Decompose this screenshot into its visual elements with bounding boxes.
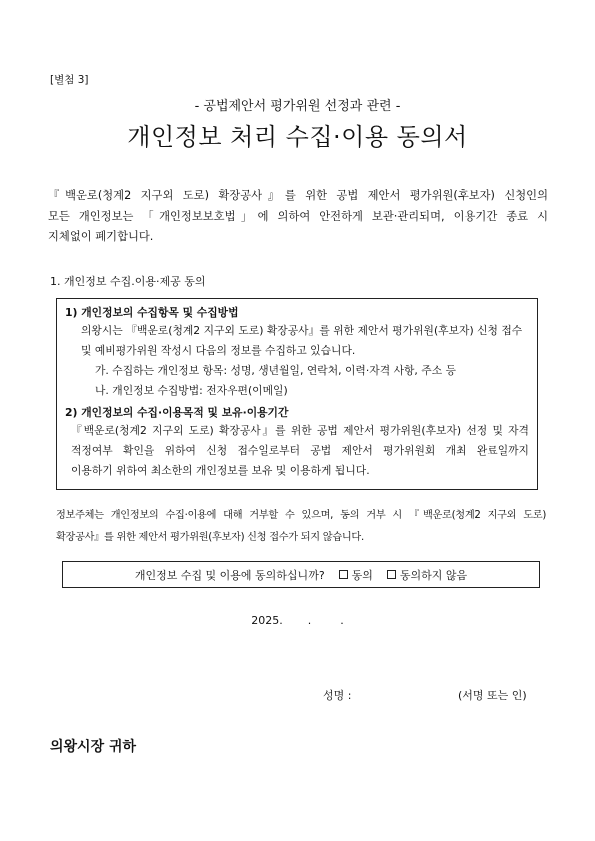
signature-label: 성명 :: [323, 689, 352, 702]
disagree-label: 동의하지 않음: [399, 568, 468, 582]
item1-line: 의왕시는 『백운로(청계2 지구외 도로) 확장공사』를 위한 제안서 평가위원(후보자) 신청 접수: [81, 324, 523, 337]
section1-heading: 1. 개인정보 수집.이용·제공 동의: [50, 275, 206, 288]
attachment-label: [별첨 3]: [50, 74, 89, 86]
item2-heading: 2) 개인정보의 수집·이용목적 및 보유·이용기간: [65, 406, 289, 419]
notice-line: 확장공사』를 위한 제안서 평가위원(후보자) 신청 접수가 되지 않습니다.: [56, 532, 364, 543]
item1-heading: 1) 개인정보의 수집항목 및 수집방법: [65, 306, 239, 319]
date-month-separator: .: [307, 614, 312, 627]
agree-label: 동의: [351, 568, 373, 582]
document-subtitle: - 공법제안서 평가위원 선정과 관련 -: [194, 99, 401, 114]
notice-line: 정보주체는 개인정보의 수집·이용에 대해 거부할 수 있으며, 동의 거부 시 『백운로(청계2 지구외 도로): [56, 510, 546, 521]
intro-paragraph: [48, 186, 548, 248]
disagree-option[interactable]: [387, 567, 467, 583]
consent-question-box: [62, 561, 540, 588]
item2-line: 적정여부 확인을 위하여 신청 접수일로부터 공법 제안서 평가위원회 개최 완료일까지: [71, 444, 529, 457]
document-title: 개인정보 처리 수집·이용 동의서: [127, 123, 468, 151]
disagree-checkbox[interactable]: [387, 570, 396, 579]
date-line: [0, 614, 595, 627]
intro-line: 『백운로(청계2 지구외 도로) 확장공사』를 위한 공법 제안서 평가위원(후보자) 신청인의: [48, 189, 548, 202]
item2-line: 이용하기 위하여 최소한의 개인정보를 보유 및 이용하게 됩니다.: [71, 464, 370, 477]
item1-sub-b: 나. 개인정보 수집방법: 전자우편(이메일): [95, 384, 288, 397]
item1-sub-a: 가. 수집하는 개인정보 항목: 성명, 생년월일, 연락처, 이력·자격 사항, 주소 등: [95, 364, 457, 377]
item2-line: 『백운로(청계2 지구외 도로) 확장공사』를 위한 공법 제안서 평가위원(후보자) 선정 및 자격: [71, 424, 529, 437]
addressee: 의왕시장 귀하: [50, 739, 137, 755]
date-day-separator: .: [340, 614, 344, 627]
intro-line: 지체없이 폐기합니다.: [48, 230, 154, 243]
intro-line: 모든 개인정보는 「개인정보보호법」에 의하여 안전하게 보관·관리되며, 이용기간 종료 시: [48, 209, 548, 223]
signature-hint: (서명 또는 인): [458, 689, 527, 702]
item1-line: 및 예비평가위원 작성시 다음의 정보를 수집하고 있습니다.: [81, 344, 356, 357]
consent-details-box: [56, 298, 538, 490]
refusal-notice: [56, 505, 546, 549]
agree-checkbox[interactable]: [339, 570, 348, 579]
consent-question: 개인정보 수집 및 이용에 동의하십니까?: [134, 568, 325, 582]
agree-option[interactable]: [339, 567, 373, 583]
date-year: 2025.: [251, 614, 283, 627]
